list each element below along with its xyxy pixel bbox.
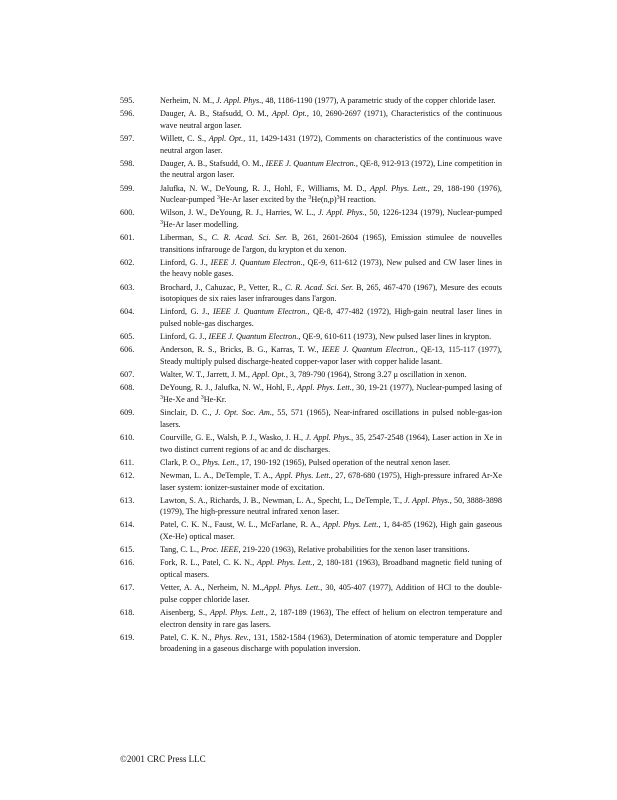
reference-segment: B, 261, 2601-2604 (1965), Emission stimulee de nouvelles transitions infrarouge de l'argon, du krypton et du xenon. — [160, 233, 502, 254]
reference-entry — [120, 457, 502, 469]
reference-segment: , 2, 180-181 (1963), Broadband magnetic field tuning of optical masers. — [160, 558, 502, 580]
reference-segment: , 2, 187-189 (1963), The effect of helium on electron temperature and electron density in rare gas lasers. — [160, 608, 502, 629]
journal-name: IEEE J. Quantum Electron. — [212, 307, 308, 317]
journal-name: Appl. Opt. — [251, 370, 286, 380]
reference-entry — [120, 158, 502, 181]
reference-entry — [120, 306, 502, 329]
reference-text — [160, 232, 502, 255]
reference-text — [160, 369, 502, 381]
reference-segment: , 50, 3888-3898 (1979), The high-pressure neutral infrared xenon laser. — [160, 495, 502, 517]
reference-segment: Wilson, J. W., DeYoung, R. J., Harries, W. L., — [160, 208, 319, 218]
reference-entry — [120, 432, 502, 455]
reference-text — [160, 470, 502, 493]
reference-entry — [120, 369, 502, 381]
journal-name: Appl. Phys. Lett. — [297, 383, 352, 393]
reference-number: 611. — [120, 457, 135, 467]
reference-entry — [120, 382, 502, 405]
reference-number: 606. — [120, 345, 135, 355]
reference-number: 609. — [120, 408, 135, 418]
reference-number: 603. — [120, 282, 135, 292]
reference-text — [160, 108, 502, 131]
journal-name: J. Opt. Soc. Am. — [214, 408, 272, 418]
reference-entry — [120, 582, 502, 605]
reference-number: 601. — [120, 233, 135, 243]
journal-name: Appl. Phys. Lett. — [256, 558, 313, 568]
reference-segment: , QE-9, 610-611 (1973), New pulsed laser lines in krypton. — [298, 332, 492, 342]
reference-segment: H reaction. — [339, 195, 376, 205]
reference-number: 600. — [120, 208, 135, 218]
reference-segment: Liberman, S., — [160, 233, 212, 243]
reference-entry — [120, 495, 502, 518]
reference-segment: Anderson, R. S., Bricks, B. G., Karras, T. W., — [160, 345, 322, 355]
reference-segment: , QE-8, 477-482 (1972), High-gain neutral laser lines in pulsed noble-gas discharges. — [160, 307, 502, 329]
reference-text — [160, 632, 502, 655]
journal-name: Appl. Phys. Lett. — [322, 520, 379, 530]
journal-name: IEEE J. Quantum Electron. — [208, 332, 299, 342]
reference-text — [160, 344, 502, 367]
reference-text — [160, 95, 502, 107]
reference-number: 604. — [120, 307, 135, 317]
journal-name: Appl. Phys. Lett. — [209, 608, 266, 617]
journal-name: J. Appl. Phys. — [404, 495, 450, 505]
reference-list — [120, 95, 502, 657]
reference-segment: Newman, L. A., DeTemple, T. A., — [160, 470, 276, 480]
reference-segment: Willett, C. S., — [160, 133, 209, 143]
reference-number: 595. — [120, 96, 135, 105]
reference-segment: , 48, 1186-1190 (1977), A parametric study of the copper chloride laser. — [261, 96, 496, 105]
reference-entry — [120, 607, 502, 630]
reference-segment: Lawton, S. A., Richards, J. B., Newman, L. A., Specht, L., DeTemple, T., — [160, 495, 405, 505]
reference-segment: Linford, G. J., — [160, 257, 211, 267]
reference-entry — [120, 257, 502, 280]
reference-segment: , 131, 1582-1584 (1963), Determination of atomic temperature and Doppler broadening in a gaseous discharge with population inversion. — [160, 632, 502, 654]
reference-number: 596. — [120, 109, 135, 119]
reference-segment: , 30, 405-407 (1977), Addition of HCl to the double-pulse copper chloride laser. — [160, 583, 502, 604]
reference-entry — [120, 344, 502, 367]
reference-entry — [120, 95, 502, 107]
reference-segment: , 27, 678-680 (1975), High-pressure infrared Ar-Xe laser system: ionizer-sustainer mode of excitation. — [160, 470, 502, 492]
reference-entry — [120, 331, 502, 343]
journal-name: J. Appl. Phys. — [216, 96, 262, 105]
reference-segment: Tang, C. L., — [160, 545, 202, 555]
reference-segment: B, 265, 467-470 (1967), Mesure des ecouts isotopiques de six raies laser infrarouges dans l'argon. — [160, 282, 502, 304]
isotope-superscript: 3 — [336, 195, 340, 202]
reference-entry — [120, 133, 502, 156]
reference-segment: , 219-220 (1963), Relative probabilities for the xenon laser transitions. — [238, 545, 470, 555]
journal-name: J. Appl. Phys. — [305, 432, 352, 442]
reference-segment: Courville, G. E., Walsh, P. J., Wasko, J. H., — [160, 432, 306, 442]
reference-segment: , QE-9, 611-612 (1973), New pulsed and CW laser lines in the heavy noble gases. — [160, 257, 502, 279]
journal-name: IEEE J. Quantum Electron. — [210, 257, 303, 267]
reference-entry — [120, 407, 502, 430]
journal-name: Appl. Opt. — [271, 109, 307, 119]
reference-text — [160, 306, 502, 329]
reference-text — [160, 432, 502, 455]
reference-segment: Clark, P. O., — [160, 457, 203, 467]
reference-number: 615. — [120, 545, 135, 555]
reference-number: 598. — [120, 158, 135, 168]
reference-segment: Patel, C. K. N., Faust, W. L., McFarlane, R. A., — [160, 520, 323, 530]
journal-name: Appl. Opt. — [208, 133, 244, 143]
journal-name: Proc. IEEE — [201, 545, 239, 555]
reference-entry — [120, 544, 502, 556]
reference-text — [160, 183, 502, 206]
reference-number: 614. — [120, 520, 135, 530]
reference-number: 617. — [120, 583, 135, 593]
reference-segment: Fork, R. L., Patel, C. K. N., — [160, 558, 257, 568]
reference-entry — [120, 232, 502, 255]
reference-segment: Linford, G. J., — [160, 307, 213, 317]
reference-text — [160, 207, 502, 230]
reference-text — [160, 407, 502, 430]
reference-entry — [120, 470, 502, 493]
reference-segment: He-Kr. — [203, 394, 227, 404]
reference-entry — [120, 557, 502, 580]
reference-text — [160, 282, 502, 305]
journal-name: C. R. Acad. Sci. Ser. — [284, 282, 354, 292]
reference-segment: , QE-8, 912-913 (1972), Line competition in the neutral argon laser. — [160, 158, 502, 180]
reference-segment: Jalufka, N. W., DeYoung, R. J., Hohl, F., Williams, M. D., — [160, 183, 370, 193]
reference-segment: DeYoung, R. J., Jalufka, N. W., Hohl, F., — [160, 383, 298, 393]
reference-number: 613. — [120, 495, 135, 505]
reference-entry — [120, 632, 502, 655]
reference-text — [160, 495, 502, 518]
journal-name: IEEE J. Quantum Electron. — [321, 345, 416, 355]
reference-segment: Aisenberg, S., — [160, 608, 210, 617]
isotope-superscript: 3 — [308, 195, 312, 202]
reference-entry — [120, 108, 502, 131]
reference-segment: He-Ar laser modelling. — [163, 219, 239, 229]
reference-segment: , 30, 19-21 (1977), Nuclear-pumped lasing of — [351, 383, 502, 393]
reference-segment: , 11, 1429-1431 (1972), Comments on characteristics of the continuous wave neutral argon laser. — [160, 133, 502, 155]
reference-number: 597. — [120, 133, 135, 143]
journal-name: IEEE J. Quantum Electron. — [265, 158, 356, 168]
isotope-superscript: 3 — [200, 394, 204, 401]
reference-number: 612. — [120, 470, 135, 480]
reference-text — [160, 557, 502, 580]
reference-text — [160, 582, 502, 605]
reference-entry — [120, 183, 502, 206]
reference-number: 610. — [120, 432, 135, 442]
reference-segment: , 1, 84-85 (1962), High gain gaseous (Xe-He) optical maser. — [160, 520, 502, 542]
journal-name: Phys. Rev. — [214, 632, 249, 642]
reference-segment: Walter, W. T., Jarrett, J. M., — [160, 370, 252, 380]
isotope-superscript: 3 — [216, 195, 220, 202]
reference-segment: , 35, 2547-2548 (1964), Laser action in Xe in two distinct current regions of ac and dc discharges. — [160, 432, 502, 454]
reference-number: 616. — [120, 558, 135, 568]
reference-segment: , 55, 571 (1965), Near-infrared oscillations in pulsed noble-gas-ion lasers. — [160, 408, 502, 429]
reference-number: 602. — [120, 257, 135, 267]
reference-segment: Linford, G. J., — [160, 332, 209, 342]
reference-number: 599. — [120, 183, 135, 193]
reference-text — [160, 133, 502, 156]
reference-segment: Dauger, A. B., Stafsudd, O. M., — [160, 109, 272, 119]
reference-segment: Sinclair, D. C., — [160, 408, 215, 418]
reference-text — [160, 382, 502, 405]
reference-entry — [120, 207, 502, 230]
reference-text — [160, 607, 502, 630]
reference-entry — [120, 282, 502, 305]
reference-segment: , QE-13, 115-117 (1977), Steady multiply pulsed discharge-heated copper-vapor laser with copper halide lasant. — [160, 345, 502, 366]
reference-segment: Vetter, A. A., Nerheim, N. M., — [160, 583, 264, 593]
reference-segment: Brochard, J., Cahuzac, P., Vetter, R., — [160, 282, 285, 292]
journal-name: Phys. Lett. — [202, 457, 237, 467]
reference-segment: He(n,p) — [311, 195, 337, 205]
reference-text — [160, 519, 502, 542]
reference-segment: , 10, 2690-2697 (1971), Characteristics of the continuous wave neutral argon laser. — [160, 109, 502, 130]
reference-text — [160, 158, 502, 181]
reference-segment: Dauger, A. B., Stafsudd, O. M., — [160, 158, 266, 168]
reference-text — [160, 257, 502, 280]
journal-name: Appl. Phys. Lett. — [263, 583, 321, 593]
reference-text — [160, 331, 502, 343]
isotope-superscript: 3 — [160, 219, 163, 226]
reference-segment: He-Ar laser excited by the — [219, 195, 309, 205]
journal-name: Appl. Phys. Lett. — [275, 470, 331, 480]
reference-number: 608. — [120, 383, 135, 393]
reference-number: 618. — [120, 608, 135, 617]
reference-number: 605. — [120, 332, 135, 342]
copyright-footer: ©2001 CRC Press LLC — [120, 754, 206, 764]
reference-segment: , 50, 1226-1234 (1979), Nuclear-pumped — [364, 208, 502, 218]
isotope-superscript: 3 — [160, 394, 163, 401]
reference-text — [160, 457, 502, 469]
reference-entry — [120, 519, 502, 542]
reference-segment: , 3, 789-790 (1964), Strong 3.27 μ oscillation in xenon. — [285, 370, 467, 380]
reference-number: 619. — [120, 632, 135, 642]
journal-name: Appl. Phys. Lett. — [369, 183, 428, 193]
reference-segment: He-Xe and — [163, 394, 201, 404]
journal-name: J. Appl. Phys. — [318, 208, 365, 218]
journal-name: C. R. Acad. Sci. Ser. — [211, 233, 288, 243]
reference-segment: , 17, 190-192 (1965), Pulsed operation of the neutral xenon laser. — [236, 457, 451, 467]
reference-segment: , 29, 188-190 (1976), Nuclear-pumped — [160, 183, 502, 205]
reference-segment: Nerheim, N. M., — [160, 96, 217, 105]
reference-segment: Patel, C. K. N., — [160, 632, 215, 642]
reference-text — [160, 544, 502, 556]
reference-number: 607. — [120, 370, 135, 380]
